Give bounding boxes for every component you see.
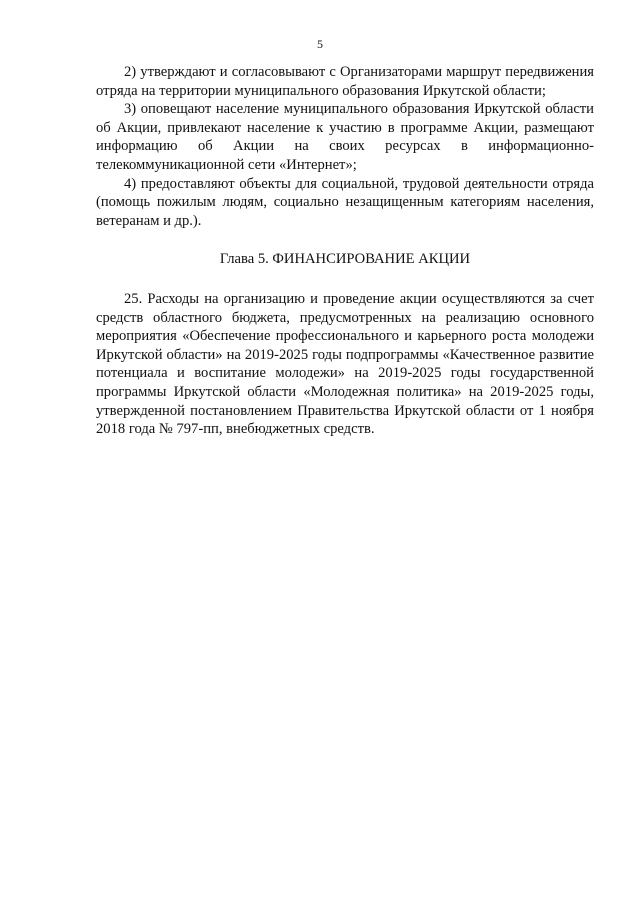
list-item-4: 4) предоставляют объекты для социальной, трудовой деятельности отряда (помощь пожилым людям, социально незащищенным категориям населения, ветеранам и др.). <box>96 175 594 229</box>
list-item-3: 3) оповещают население муниципального образования Иркутской области об Акции, привлекают население к участию в программе Акции, размещают информацию об Акции на своих ресурсах в информационно-телекоммуникационной сети «Интернет»; <box>96 101 594 173</box>
chapter-title: Глава 5. ФИНАНСИРОВАНИЕ АКЦИИ <box>219 251 471 268</box>
list-item-2: 2) утверждают и согласовывают с Организаторами маршрут передвижения отряда на территории муниципального образования Иркутской области; <box>96 64 594 99</box>
page-number: 5 <box>317 37 323 51</box>
paragraph-25: 25. Расходы на организацию и проведение акции осуществляются за счет средств областного бюджета, предусмотренных на реализацию основного мероприятия «Обеспечение профессионального и карьерного роста молодежи Иркутской области» на 2019-2025 годы подпрограммы «Качественное развитие потенциала и воспитание молодежи» на 2019-2025 годы государственной программы Иркутской области «Молодежная политика» на 2019-2025 годы, утвержденной постановлением Правительства Иркутской области от 1 ноября 2018 года № 797-пп, внебюджетных средств. <box>96 290 594 438</box>
page-content <box>96 63 594 439</box>
